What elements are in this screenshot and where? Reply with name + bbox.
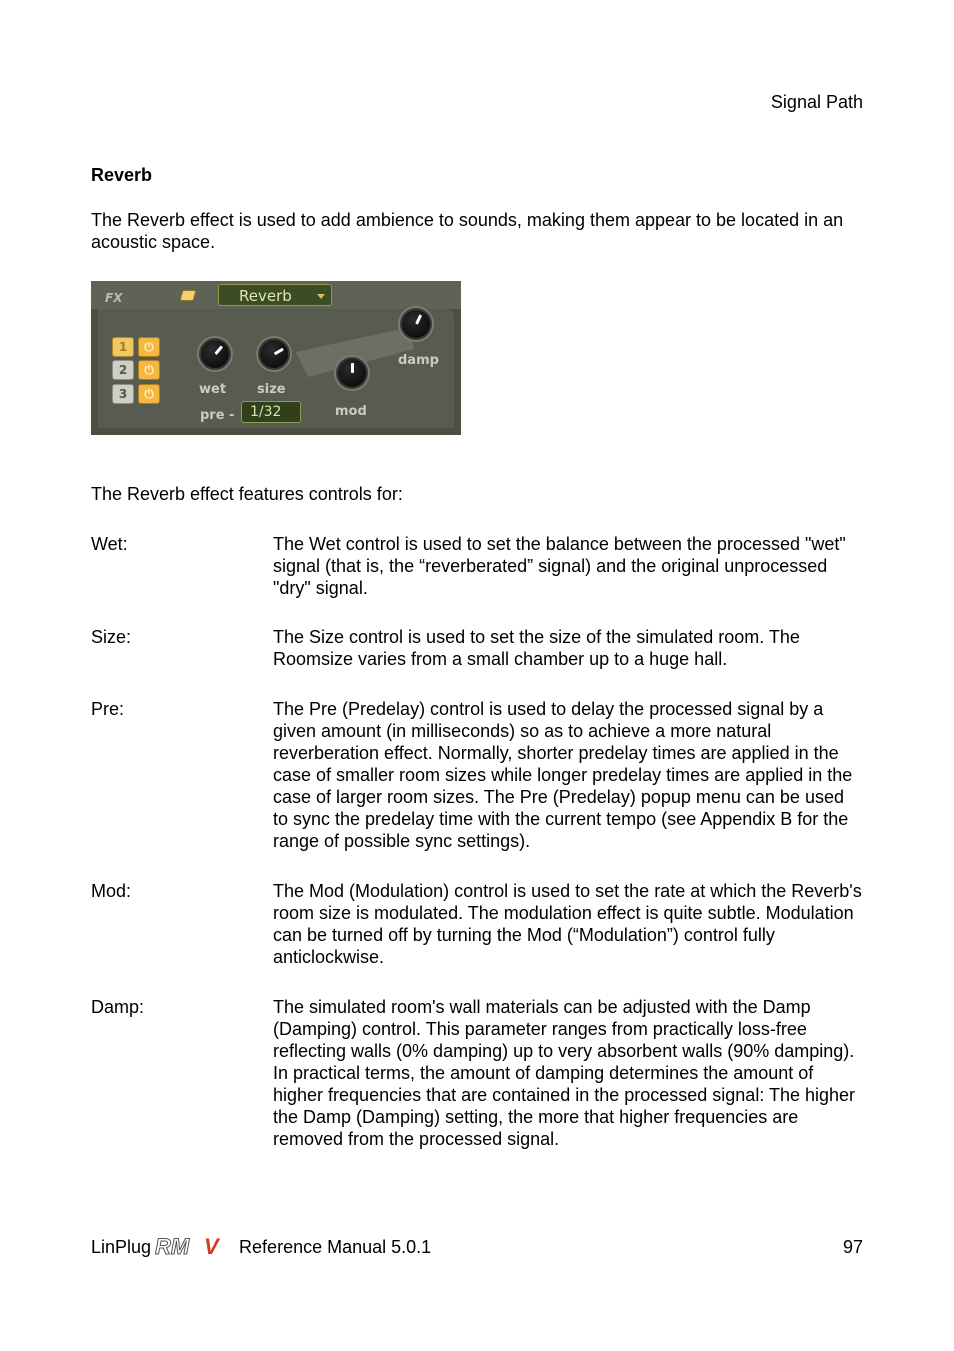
slot-1-button[interactable]: 1: [112, 337, 134, 357]
fx-label: FX: [105, 291, 123, 305]
size-knob[interactable]: [258, 338, 290, 370]
pre-label: pre -: [200, 408, 235, 423]
slot-3-button[interactable]: 3: [112, 384, 134, 404]
slot-2-button[interactable]: 2: [112, 360, 134, 380]
effect-type-select[interactable]: [218, 284, 332, 306]
pre-delay-select[interactable]: 1/32: [241, 401, 301, 423]
definition-term: Pre:: [91, 699, 125, 719]
slot-2-power-icon[interactable]: ⏻: [138, 360, 160, 380]
size-label: size: [257, 382, 286, 397]
fx-top-bar: [91, 281, 461, 309]
intro-paragraph: The Reverb effect is used to add ambience to sounds, making them appear to be located in an acoustic space.: [91, 210, 844, 252]
wet-knob[interactable]: [199, 338, 231, 370]
definition-term: Size:: [91, 627, 132, 647]
running-header: Signal Path: [770, 92, 863, 112]
damp-knob-indicator: [415, 314, 422, 324]
definition-text: The simulated room's wall materials can be adjusted with the Damp (Damping) control. This parameter ranges from practically loss-free reflecting walls (0% damping) up to very absorbent walls (90% damping). In practical terms, the amount of damping determines the amount of higher frequencies that are contained in the processed signal: The higher the Damp (Damping) setting, the more that higher frequencies are removed from the processed signal.: [273, 997, 856, 1149]
definition-text: The Wet control is used to set the balance between the processed "wet" signal (that is, the “reverberated” signal) and the original unprocessed "dry" signal.: [273, 534, 846, 598]
damp-knob[interactable]: [400, 308, 432, 340]
mod-label: mod: [335, 404, 367, 419]
damp-label: damp: [398, 353, 439, 368]
definition-term: Mod:: [91, 881, 132, 901]
reverb-fx-panel: [91, 281, 461, 435]
effect-type-value: Reverb: [239, 287, 292, 305]
definition-text: The Mod (Modulation) control is used to set the rate at which the Reverb's room size is modulated. The modulation effect is quite subtle. Modulation can be turned off by turning the Mod (“Modulation”) control fully anticlockwise.: [273, 881, 862, 967]
page-number: 97: [842, 1237, 863, 1257]
definition-text: The Pre (Predelay) control is used to delay the processed signal by a given amount (in milliseconds) so as to achieve a more natural reverberation effect. Normally, shorter predelay times are applied in the case of smaller room sizes while longer predelay times are applied in the case of larger room sizes. The Pre (Predelay) popup menu can be used to sync the predelay time with the current tempo (see Appendix B for the range of possible sync settings).: [273, 699, 853, 851]
size-knob-indicator: [274, 348, 284, 356]
footer-manual: Reference Manual 5.0.1: [239, 1237, 432, 1257]
svg-text:V: V: [204, 1236, 219, 1258]
fx-enable-led[interactable]: [180, 290, 197, 301]
footer-left: [91, 1236, 431, 1258]
chevron-down-icon: [317, 294, 325, 299]
slot-1-power-icon[interactable]: ⏻: [138, 337, 160, 357]
svg-text:RM: RM: [155, 1236, 190, 1258]
definition-text: The Size control is used to set the size of the simulated room. The Roomsize varies from a small chamber up to a huge hall.: [273, 627, 800, 669]
footer-product: LinPlug: [91, 1237, 152, 1257]
definition-term: Damp:: [91, 997, 145, 1017]
wet-knob-indicator: [214, 345, 223, 355]
rmv-logo: [155, 1236, 233, 1258]
mod-knob-indicator: [351, 363, 354, 373]
wet-label: wet: [199, 382, 227, 397]
definition-term: Wet:: [91, 534, 128, 554]
slot-3-power-icon[interactable]: ⏻: [138, 384, 160, 404]
section-heading: Reverb: [91, 165, 153, 185]
mod-knob[interactable]: [336, 357, 368, 389]
features-intro: The Reverb effect features controls for:: [91, 484, 403, 504]
